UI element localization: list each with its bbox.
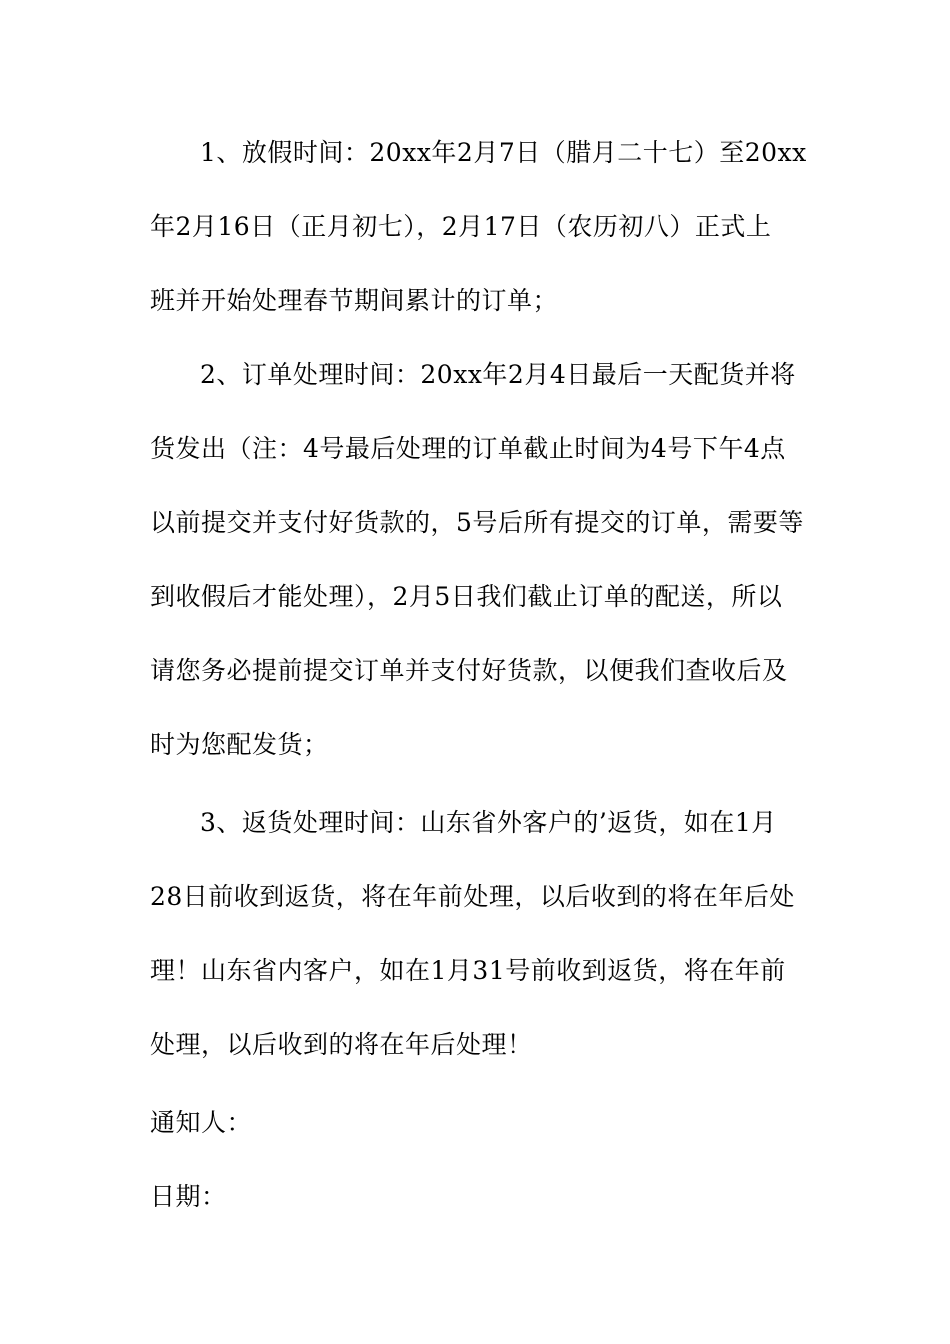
paragraph-2-line-3: 以前提交并支付好货款的，5号后所有提交的订单，需要等 (150, 508, 804, 537)
paragraph-2-line-6: 时为您配发货； (150, 730, 329, 759)
paragraph-2-line-4: 到收假后才能处理），2月5日我们截止订单的配送，所以 (150, 582, 783, 611)
paragraph-3-line-2: 28日前收到返货，将在年前处理，以后收到的将在年后处 (150, 882, 795, 911)
notifier-label: 通知人： (150, 1108, 253, 1137)
date-label: 日期： (150, 1182, 227, 1211)
paragraph-3-line-1: 3、返货处理时间：山东省外客户的’返货，如在1月 (200, 808, 777, 837)
paragraph-1-line-1: 1、放假时间：20xx年2月7日（腊月二十七）至20xx (200, 138, 807, 167)
paragraph-1-line-3: 班并开始处理春节期间累计的订单； (150, 286, 559, 315)
paragraph-3-line-4: 处理，以后收到的将在年后处理！ (150, 1030, 533, 1059)
paragraph-1-line-2: 年2月16日（正月初七），2月17日（农历初八）正式上 (150, 212, 772, 241)
paragraph-3-line-3: 理！山东省内客户，如在1月31号前收到返货，将在年前 (150, 956, 786, 985)
paragraph-2-line-2: 货发出（注：4号最后处理的订单截止时间为4号下午4点 (150, 434, 786, 463)
paragraph-2-line-5: 请您务必提前提交订单并支付好货款，以便我们查收后及 (150, 656, 788, 685)
paragraph-2-line-1: 2、订单处理时间：20xx年2月4日最后一天配货并将 (200, 360, 796, 389)
